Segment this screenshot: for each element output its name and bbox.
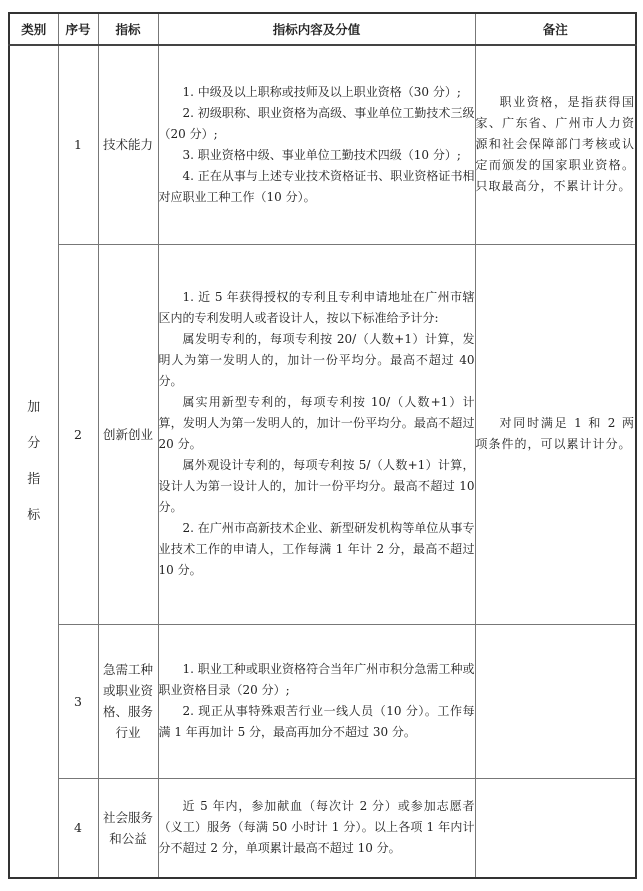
table-row — [9, 778, 636, 878]
header-content: 指标内容及分值 — [158, 13, 475, 45]
note-cell — [475, 778, 636, 878]
indicator-content: 1. 职业工种或职业资格符合当年广州市积分急需工种或职业资格目录（20 分）; 2. 现正从事特殊艰苦行业一线人员（10 分）。工作每满 1 年再加计 5 分，最高再加分不超过 30 分。 — [158, 624, 475, 778]
note-cell: 对同时满足 1 和 2 两项条件的，可以累计计分。 — [475, 244, 636, 624]
indicator-name: 急需工种或职业资格、服务行业 — [98, 624, 158, 778]
header-number: 序号 — [58, 13, 98, 45]
table-row — [9, 624, 636, 778]
note-cell: 职业资格，是指获得国家、广东省、广州市人力资源和社会保障部门考核或认定而颁发的国家职业资格。只取最高分，不累计计分。 — [475, 45, 636, 244]
header-category: 类别 — [9, 13, 58, 45]
indicator-name: 技术能力 — [98, 45, 158, 244]
category-cell: 加 分 指 标 — [9, 45, 58, 878]
row-number: 1 — [58, 45, 98, 244]
indicator-content: 近 5 年内，参加献血（每次计 2 分）或参加志愿者（义工）服务（每满 50 小时计 1 分）。以上各项 1 年内计分不超过 2 分，单项累计最高不超过 10 分。 — [158, 778, 475, 878]
note-cell — [475, 624, 636, 778]
header-row — [9, 13, 636, 45]
row-number: 2 — [58, 244, 98, 624]
indicator-name: 创新创业 — [98, 244, 158, 624]
scoring-table — [8, 12, 637, 879]
indicator-content: 1. 中级及以上职称或技师及以上职业资格（30 分）; 2. 初级职称、职业资格为高级、事业单位工勤技术三级（20 分）; 3. 职业资格中级、事业单位工勤技术四级（10 分）; 4. 正在从事与上述专业技术资格证书、职业资格证书相对应职业工种工作（10 分）。 — [158, 45, 475, 244]
indicator-name: 社会服务和公益 — [98, 778, 158, 878]
table-row — [9, 244, 636, 624]
row-number: 3 — [58, 624, 98, 778]
indicator-content: 1. 近 5 年获得授权的专利且专利申请地址在广州市辖区内的专利发明人或者设计人，按以下标准给予计分: 属发明专利的，每项专利按 20/（人数+1）计算，发明人为第一发明人的，加计一份平均分。最高不超过 40 分。 属实用新型专利的，每项专利按 10/（人数+1）计算，发明人为第一发明人的，加计一份平均分。最高不超过 20 分。 属外观设计专利的，每项专利按 5/（人数+1）计算，设计人为第一设计人的，加计一份平均分。最高不超过 10 分。 2. 在广州市高新技术企业、新型研发机构等单位从事专业技术工作的申请人，工作每满 1 年计 2 分，最高不超过 10 分。 — [158, 244, 475, 624]
table-row — [9, 45, 636, 244]
row-number: 4 — [58, 778, 98, 878]
header-indicator: 指标 — [98, 13, 158, 45]
header-note: 备注 — [475, 13, 636, 45]
